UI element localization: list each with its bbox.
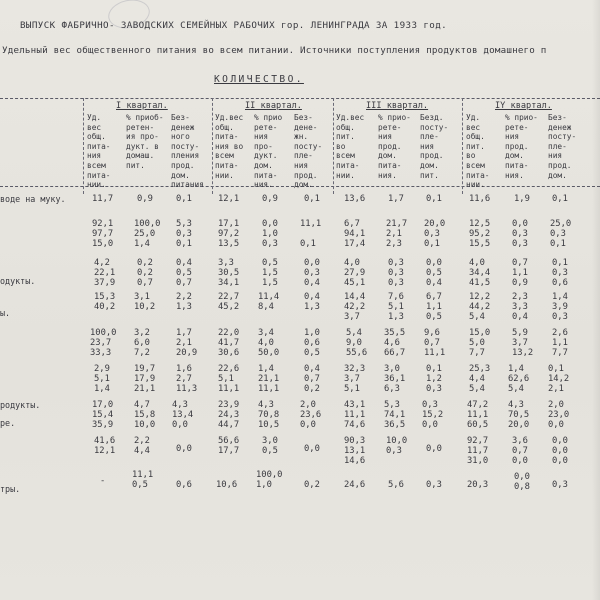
quarter-header: III квартал.: [366, 101, 429, 111]
row-label: родукты.: [0, 400, 41, 410]
section-heading: КОЛИЧЕСТВО.: [214, 74, 304, 85]
column-subheader: Уд.вес общ. пита- ния во всем пита- нии.: [215, 113, 244, 180]
table-top-rule: [0, 98, 600, 99]
quarter-header: IY квартал.: [495, 101, 552, 111]
table-cell: 4,7 15,8 10,0: [134, 400, 156, 430]
table-cell: 25,0 0,3 0,1: [550, 219, 572, 249]
table-cell: 0,2 0,2 0,7: [137, 258, 153, 288]
table-cell: 47,2 11,1 60,5: [467, 400, 489, 430]
quarter-header: I квартал.: [116, 101, 168, 111]
quarter-header: II квартал.: [245, 101, 302, 111]
table-cell: 100,0 23,7 33,3: [90, 328, 117, 358]
table-cell: 4,3 70,5 20,0: [508, 400, 530, 430]
table-cell: 24,6: [344, 480, 366, 490]
table-cell: 0,9: [262, 194, 278, 204]
table-cell: 2,9 5,1 1,4: [94, 364, 110, 394]
table-cell: 0,1 1,2 0,3: [426, 364, 442, 394]
table-cell: 25,3 4,4 5,4: [469, 364, 491, 394]
table-cell: 5,3 74,1 36,5: [384, 400, 406, 430]
table-cell: 3,0 0,5: [262, 436, 278, 456]
row-label: воде на муку.: [0, 194, 66, 204]
table-cell: 0,3: [426, 480, 442, 490]
table-cell: 1,6 2,7 11,3: [176, 364, 198, 394]
table-cell: 12,1: [218, 194, 240, 204]
document-title: ВЫПУСК ФАБРИЧНО- ЗАВОДСКИХ СЕМЕЙНЫХ РАБОЧИХ гор. ЛЕНИНГРАДА ЗА 1933 год.: [20, 20, 448, 31]
table-cell: 11,1 0,5: [132, 470, 154, 490]
table-cell: 22,6 5,1 11,1: [218, 364, 240, 394]
table-cell: 1,4 3,9 0,3: [552, 292, 568, 322]
table-cell: 0,3: [552, 480, 568, 490]
table-cell: 2,2 1,3: [176, 292, 192, 312]
table-cell: 14,4 42,2 3,7: [344, 292, 366, 322]
table-cell: 41,6 12,1: [94, 436, 116, 456]
table-cell: 0,0 1,0 0,3: [262, 219, 278, 249]
table-cell: 100,0 25,0 1,4: [134, 219, 161, 249]
table-cell: 0,0: [304, 444, 320, 454]
table-cell: 0,1 14,2 2,1: [548, 364, 570, 394]
table-cell: 0,9: [137, 194, 153, 204]
table-cell: 1,4 62,6 5,4: [508, 364, 530, 394]
column-divider: [83, 98, 84, 194]
table-cell: 10,0 0,3: [386, 436, 408, 456]
column-subheader: % прио рете- ния про- дукт. дом. пита- ния.: [254, 113, 283, 190]
column-divider: [462, 98, 463, 194]
table-cell: 11,1 0,1: [300, 219, 322, 249]
table-cell: 15,3 40,2: [94, 292, 116, 312]
table-cell: 7,6 5,1 1,3: [388, 292, 404, 322]
table-cell: 22,0 41,7 30,6: [218, 328, 240, 358]
table-cell: 0,7 1,1 0,9: [512, 258, 528, 288]
table-cell: 1,7 2,1 20,9: [176, 328, 198, 358]
table-cell: 0,4 0,7 0,2: [304, 364, 320, 394]
table-cell: 0,4 0,5 0,7: [176, 258, 192, 288]
table-cell: 1,9: [514, 194, 530, 204]
column-subheader: % приоб- ретен- ия про- дукт. в домаш. пит.: [126, 113, 164, 170]
table-cell: 0,0: [426, 444, 442, 454]
table-cell: 4,3 70,8 10,5: [258, 400, 280, 430]
column-subheader: % прио- рете- ния прод. дом. пита- ния.: [505, 113, 538, 180]
table-cell: 92,7 11,7 31,0: [467, 436, 489, 466]
table-cell: 35,5 4,6 66,7: [384, 328, 406, 358]
table-cell: 0,0 0,3 0,4: [304, 258, 320, 288]
table-cell: 0,1: [426, 194, 442, 204]
table-cell: -: [100, 476, 106, 486]
table-cell: 12,5 95,2 15,5: [469, 219, 491, 249]
table-cell: 3,6 0,7 0,0: [512, 436, 528, 466]
column-subheader: Безд. посту- пле- ния прод. дом. пит.: [420, 113, 449, 180]
table-cell: 0,1: [176, 194, 192, 204]
table-cell: 13,6: [344, 194, 366, 204]
column-divider: [212, 98, 213, 194]
table-cell: 0,0: [176, 444, 192, 454]
column-subheader: Уд. вес общ. пит. во всем пита- нии.: [466, 113, 490, 190]
table-cell: 19,7 17,9 21,1: [134, 364, 156, 394]
column-subheader: Без- денеж ного посту- пления прод. дом. питания: [171, 113, 204, 190]
table-cell: 3,3 30,5 34,1: [218, 258, 240, 288]
column-subheader: % прио- рете- ния прод. дом. пита- ния.: [378, 113, 411, 180]
table-cell: 32,3 3,7 5,1: [344, 364, 366, 394]
table-cell: 92,1 97,7 15,0: [92, 219, 114, 249]
table-cell: 11,6: [469, 194, 491, 204]
table-cell: 12,2 44,2 5,4: [469, 292, 491, 322]
table-cell: 15,0 5,0 7,7: [469, 328, 491, 358]
table-cell: 5,9 3,7 13,2: [512, 328, 534, 358]
page-edge-shadow: [592, 0, 600, 600]
table-cell: 0,2: [304, 480, 320, 490]
table-cell: 0,1: [304, 194, 320, 204]
table-cell: 6,7 94,1 17,4: [344, 219, 366, 249]
table-cell: 2,3 3,3 0,4: [512, 292, 528, 322]
column-divider: [333, 98, 334, 194]
column-subheader: Уд.вес общ. пит. во всем пита- нии.: [336, 113, 365, 180]
table-cell: 3,1 10,2: [134, 292, 156, 312]
table-cell: 11,7: [92, 194, 114, 204]
table-cell: 0,3 0,3 0,3: [388, 258, 404, 288]
table-cell: 5,4 9,0 55,6: [346, 328, 368, 358]
table-cell: 0,1: [552, 194, 568, 204]
table-cell: 3,2 6,0 7,2: [134, 328, 150, 358]
row-label: тры.: [0, 484, 21, 494]
table-cell: 20,0 0,3 0,1: [424, 219, 446, 249]
row-label: ре.: [0, 418, 16, 428]
table-cell: 3,4 4,0 50,0: [258, 328, 280, 358]
table-cell: 20,3: [467, 480, 489, 490]
table-cell: 0,5 1,5 1,5: [262, 258, 278, 288]
table-cell: 90,3 13,1 14,6: [344, 436, 366, 466]
document-subtitle: Удельный вес общественного питания во всем питании. Источники поступления продуктов домашнего п: [2, 45, 547, 56]
table-cell: 0,0 0,8: [514, 472, 530, 492]
table-cell: 0,6: [176, 480, 192, 490]
table-cell: 5,3 0,3 0,1: [176, 219, 192, 249]
table-cell: 0,3 15,2 0,0: [422, 400, 444, 430]
table-cell: 4,0 27,9 45,1: [344, 258, 366, 288]
table-cell: 2,6 1,1 7,7: [552, 328, 568, 358]
table-cell: 4,0 34,4 41,5: [469, 258, 491, 288]
table-cell: 11,4 8,4: [258, 292, 280, 312]
table-cell: 9,6 0,7 11,1: [424, 328, 446, 358]
row-label: ы.: [0, 308, 11, 318]
table-cell: 0,0 0,3 0,3: [512, 219, 528, 249]
table-cell: 5,6: [388, 480, 404, 490]
table-cell: 17,0 15,4 35,9: [92, 400, 114, 430]
table-cell: 1,4 21,1 11,1: [258, 364, 280, 394]
table-cell: 1,0 0,6 0,5: [304, 328, 320, 358]
table-cell: 3,0 36,1 6,3: [384, 364, 406, 394]
table-cell: 23,9 24,3 44,7: [218, 400, 240, 430]
table-cell: 22,7 45,2: [218, 292, 240, 312]
column-subheader: Без- денеж посту- пле- ния прод. дом.: [548, 113, 577, 180]
row-label: одукты.: [0, 276, 36, 286]
table-cell: 1,7: [388, 194, 404, 204]
table-cell: 43,1 11,1 74,6: [344, 400, 366, 430]
table-cell: 100,0 1,0: [256, 470, 283, 490]
column-subheader: Уд. вес общ. пита- ния всем пита- нии.: [87, 113, 111, 190]
table-cell: 4,3 13,4 0,0: [172, 400, 194, 430]
table-cell: 0,0 0,0 0,0: [552, 436, 568, 466]
table-cell: 56,6 17,7: [218, 436, 240, 456]
table-cell: 17,1 97,2 13,5: [218, 219, 240, 249]
table-cell: 6,7 1,1 0,5: [426, 292, 442, 322]
table-cell: 0,1 0,3 0,6: [552, 258, 568, 288]
column-subheader: Без- дене- жн. посту- пле- ния прод. дом.: [294, 113, 323, 190]
table-cell: 10,6: [216, 480, 238, 490]
table-cell: 2,0 23,0 0,0: [548, 400, 570, 430]
table-cell: 2,2 4,4: [134, 436, 150, 456]
table-cell: 21,7 2,1 2,3: [386, 219, 408, 249]
table-cell: 0,0 0,5 0,4: [426, 258, 442, 288]
table-cell: 4,2 22,1 37,9: [94, 258, 116, 288]
table-cell: 0,4 1,3: [304, 292, 320, 312]
table-cell: 2,0 23,6 0,0: [300, 400, 322, 430]
